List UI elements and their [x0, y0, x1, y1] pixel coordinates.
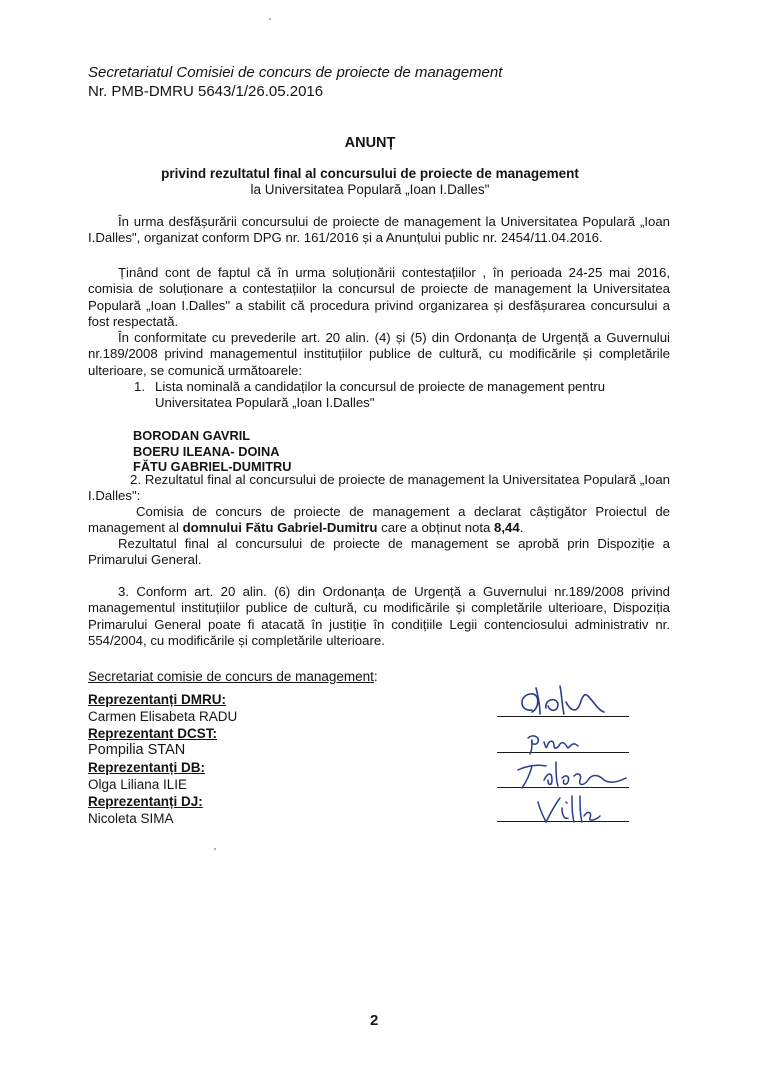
secretariat-title-text: Secretariat comisie de concurs de management — [88, 669, 374, 684]
paragraph-intro: În urma desfășurării concursului de proiecte de management la Universitatea Populară „Ioan I.Dalles", organizat conform DPG nr. 161/2016 și a Anunțului public nr. 2454/11.04.2016. — [88, 214, 670, 246]
representatives-list — [88, 691, 237, 827]
candidate-name: BOERU ILEANA- DOINA — [133, 443, 280, 459]
scan-speck — [269, 18, 271, 20]
scan-speck — [214, 848, 216, 850]
rep-role-dcst: Reprezentant DCST: — [88, 726, 218, 741]
candidate-name: BORODAN GAVRIL — [133, 428, 251, 443]
paragraph-winner — [88, 504, 670, 537]
rep-name-dmru: Carmen Elisabeta RADU — [88, 709, 238, 724]
paragraph-conformity: În conformitate cu prevederile art. 20 alin. (4) și (5) din Ordonanța de Urgență a Guvernului nr.189/2008 privind managementul instituțiilor publice de cultură, cu modificările și completările ulterioare, se comunică următoarele: — [88, 330, 670, 378]
winner-grade: 8,44 — [494, 520, 520, 536]
secretariat-title-colon: : — [373, 669, 378, 684]
candidate-list — [133, 428, 292, 475]
rep-name-dcst: Pompilia STAN — [88, 742, 186, 758]
list-item-number: 1. — [134, 379, 145, 394]
secretariat-title — [88, 668, 378, 685]
signature-dj — [518, 792, 628, 826]
rep-name-db: Olga Liliana ILIE — [88, 777, 188, 792]
paragraph-appeal: 3. Conform art. 20 alin. (6) din Ordonanța de Urgență a Guvernului nr.189/2008 privind managementul instituțiilor publice de cultură, cu modificările și completările ulterioare, Dispoziția Primarului General poate fi atacată în justiție în condițiile Legii contenciosului administrativ nr. 554/2004, cu modificările și completările ulterioare. — [88, 584, 670, 649]
header-line-1: Secretariatul Comisiei de concurs de proiecte de management — [88, 64, 503, 81]
signature-dcst — [510, 730, 630, 756]
announcement-subtitle-2: la Universitatea Populară „Ioan I.Dalles" — [250, 182, 490, 197]
signature-dmru — [510, 682, 630, 722]
rep-role-dj: Reprezentanți DJ: — [88, 794, 203, 809]
paragraph-final-approval: Rezultatul final al concursului de proiecte de management se aprobă prin Dispoziție a Primarului General. — [88, 536, 670, 568]
winner-text-mid: care a obținut nota — [377, 520, 495, 536]
announcement-title: ANUNȚ — [344, 135, 396, 151]
list-item-candidates-title: Lista nominală a candidaților la concursul de proiecte de management pentru Universitatea Populară „Ioan I.Dalles" — [155, 379, 606, 411]
rep-role-dmru: Reprezentanți DMRU: — [88, 692, 227, 707]
candidate-name: FĂTU GABRIEL-DUMITRU — [133, 459, 292, 475]
page-number: 2 — [370, 1012, 379, 1029]
secretariat-header — [88, 63, 502, 101]
paragraph-result-heading: 2. Rezultatul final al concursului de proiecte de management la Universitatea Populară „Ioan I.Dalles": — [88, 472, 670, 504]
winner-name: domnului Fătu Gabriel-Dumitru — [182, 520, 378, 536]
rep-role-db: Reprezentanți DB: — [88, 760, 206, 775]
rep-name-dj: Nicoleta SIMA — [88, 811, 174, 826]
announcement-subtitle-1: privind rezultatul final al concursului de proiecte de management — [161, 166, 579, 181]
winner-text-end: . — [519, 520, 524, 536]
paragraph-contestations: Ținând cont de faptul că în urma soluționării contestațiilor , în perioada 24-25 mai 2016, comisia de soluționare a contestațiilor la concursul de proiecte de management la Universitatea Populară „Ioan I.Dalles" a stabilit că procedura privind organizarea și desfășurarea concursului a fost respectată. — [88, 265, 670, 330]
header-line-2: Nr. PMB-DMRU 5643/1/26.05.2016 — [88, 83, 324, 100]
winner-text-start: Comisia de concurs de proiecte de management a declarat câștigător Proiectul de management al — [88, 504, 670, 536]
signature-db — [508, 758, 638, 792]
